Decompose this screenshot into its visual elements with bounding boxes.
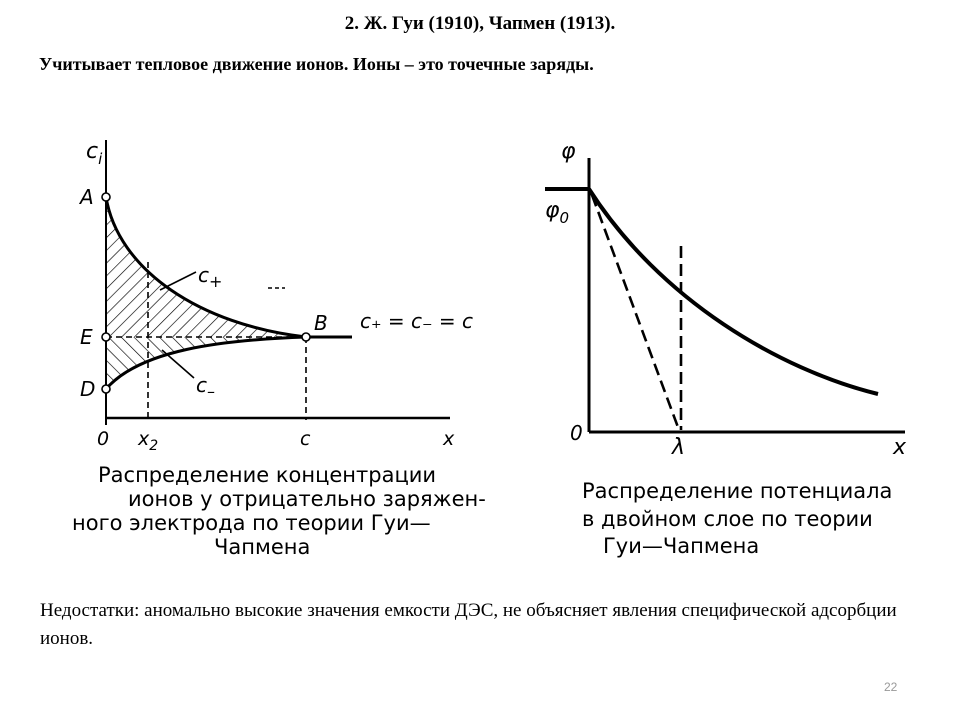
- point-e-label: E: [80, 325, 93, 349]
- phi-axis-label: φ: [561, 139, 576, 164]
- lambda-label: λ: [672, 435, 686, 460]
- page-number: 22: [884, 680, 898, 694]
- right-origin-label: 0: [570, 421, 583, 445]
- phi0-label: $\varphi_0$: [545, 198, 570, 227]
- potential-curve: [589, 189, 878, 394]
- right-caption-line-1: Распределение потенциала: [582, 479, 893, 503]
- left-caption-line-3: ного электрода по теории Гуи—: [72, 511, 431, 535]
- slide-title: 2. Ж. Гуи (1910), Чапмен (1913).: [344, 13, 616, 34]
- equality-label: c₊ = c₋ = c: [360, 309, 474, 333]
- c-minus-leader: [162, 350, 194, 378]
- x2-label: $x_2$: [138, 428, 159, 454]
- right-caption-line-2: в двойном слое по теории: [582, 507, 873, 531]
- c-minus-label: $c_-$: [196, 373, 215, 401]
- c-plus-label: $c_+$: [198, 263, 223, 291]
- left-caption-line-2: ионов у отрицательно заряжен-: [128, 487, 486, 511]
- right-x-axis-label: x: [893, 435, 907, 460]
- point-b-marker: [302, 333, 310, 341]
- c-plus-leader: [160, 272, 196, 290]
- c-tick-label: c: [300, 428, 311, 450]
- right-caption-line-3: Гуи—Чапмена: [603, 534, 760, 558]
- left-x-axis-label: x: [443, 428, 455, 450]
- potential-diagram: [545, 139, 907, 558]
- point-d-label: D: [80, 377, 96, 401]
- drawbacks-text: Недостатки: аномально высокие значения емкости ДЭС, не объясняет явления специфической адсорбции ионов.: [40, 600, 897, 649]
- point-b-label: B: [314, 311, 328, 335]
- ci-axis-label: $c_i$: [86, 139, 103, 168]
- point-d-marker: [102, 385, 110, 393]
- slide-subtitle: Учитывает тепловое движение ионов. Ионы – это точечные заряды.: [39, 54, 594, 74]
- tangent-dash: [592, 195, 679, 430]
- left-caption-line-1: Распределение концентрации: [98, 463, 437, 487]
- point-e-marker: [102, 333, 110, 341]
- point-a-marker: [102, 193, 110, 201]
- point-a-label: A: [80, 185, 94, 209]
- left-caption-line-4: Чапмена: [214, 535, 311, 559]
- left-origin-label: 0: [97, 428, 110, 450]
- concentration-diagram: [72, 139, 486, 559]
